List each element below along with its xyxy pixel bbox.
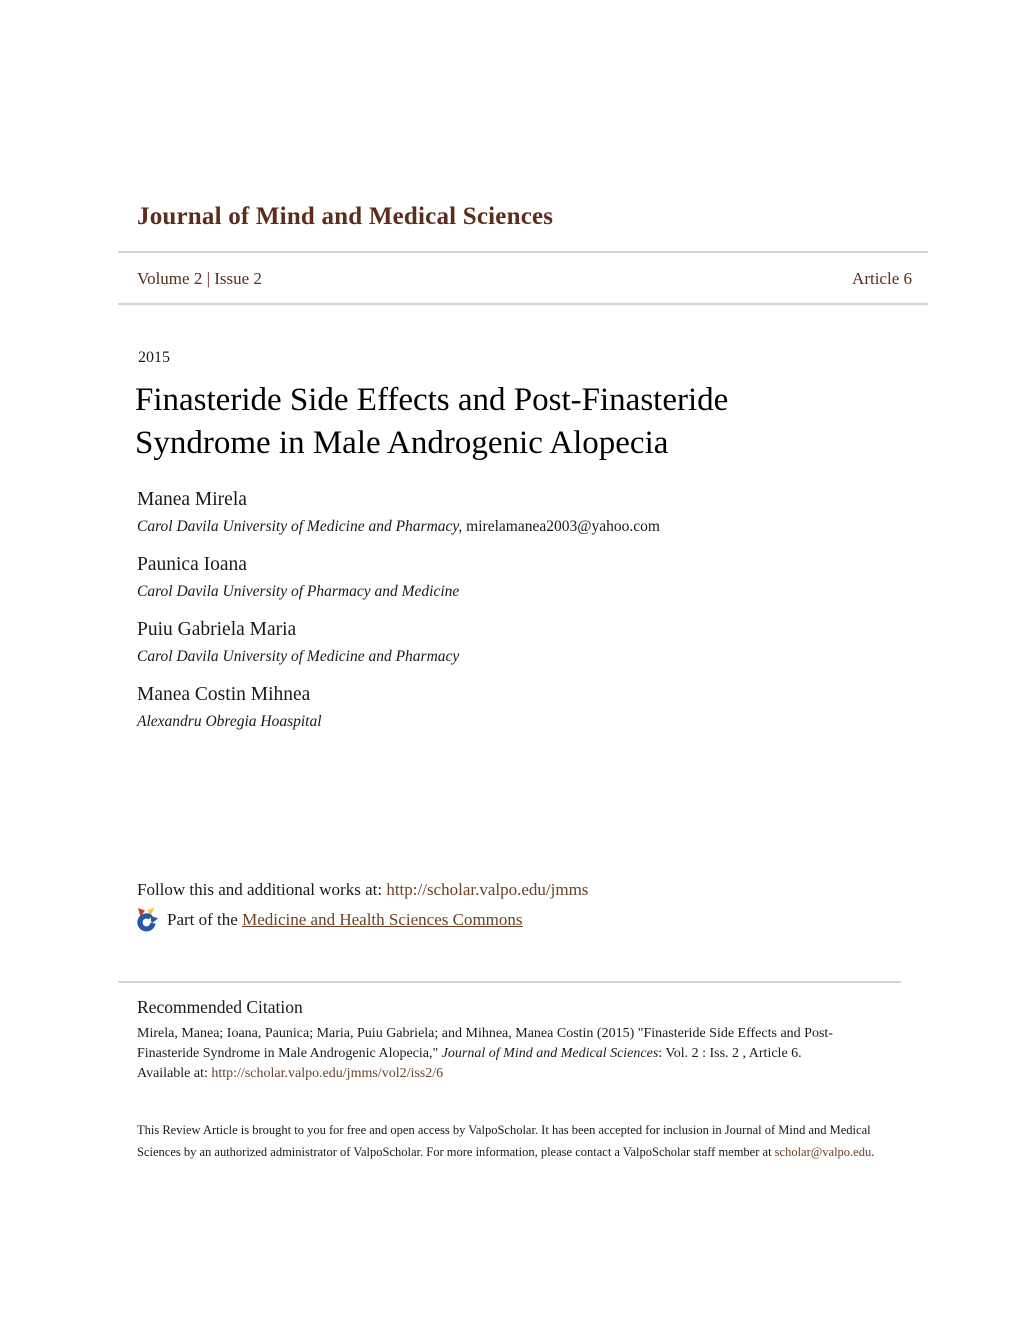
author-affiliation: Carol Davila University of Pharmacy and Medicine — [137, 583, 460, 600]
article-title — [135, 379, 728, 465]
journal-title: Journal of Mind and Medical Sciences — [137, 203, 554, 230]
author-name: Manea Mirela — [137, 489, 247, 510]
author-block — [137, 684, 322, 731]
header-divider-bottom — [118, 303, 928, 305]
volume-issue-row — [137, 269, 912, 289]
author-affiliation: Carol Davila University of Medicine and Pharmacy, mirelamanea2003@yahoo.com — [137, 518, 660, 535]
contact-email-link[interactable]: scholar@valpo.edu — [774, 1145, 872, 1159]
part-of-text: Part of the Medicine and Health Sciences Commons — [167, 910, 523, 929]
follow-works-label: Follow this and additional works at: — [137, 880, 387, 899]
author-block — [137, 554, 459, 601]
article-title-line1: Finasteride Side Effects and Post-Finasteride — [135, 382, 729, 418]
recommended-citation-heading: Recommended Citation — [137, 997, 303, 1017]
recommended-citation-text: Mirela, Manea; Ioana, Paunica; Maria, Puiu Gabriela; and Mihnea, Manea Costin (2015) "Finasteride Side Effects and Post- Finasteride Syndrome in Male Androgenic Alopecia," Journal of Mind and Medical Sciences: Vol. 2 : Iss. 2 , Article 6. Available at: http://scholar.valpo.edu/jmms/vol2/iss2/6 — [137, 1026, 833, 1081]
publication-year: 2015 — [138, 349, 170, 366]
footer-access-note: This Review Article is brought to you for free and open access by ValpoScholar. It has been accepted for inclusion in Journal of Mind and Medical Sciences by an authorized administrator of ValpoScholar. For more information, please contact a ValpoScholar staff member at scholar@valpo.edu. — [137, 1123, 875, 1159]
author-block — [137, 619, 459, 666]
article-number-label: Article 6 — [852, 269, 912, 288]
follow-works-line — [137, 880, 588, 900]
article-title-line2: Syndrome in Male Androgenic Alopecia — [135, 425, 669, 461]
author-name: Puiu Gabriela Maria — [137, 619, 297, 640]
volume-issue-label: Volume 2 | Issue 2 — [137, 269, 262, 288]
part-of-line — [134, 907, 523, 933]
digital-commons-network-icon — [134, 907, 160, 933]
journal-name-italic: Journal of Mind and Medical Sciences — [441, 1046, 659, 1061]
author-block — [137, 489, 660, 536]
follow-works-link[interactable]: http://scholar.valpo.edu/jmms — [386, 880, 589, 899]
commons-link[interactable]: Medicine and Health Sciences Commons — [242, 910, 523, 929]
author-affiliation: Alexandru Obregia Hoaspital — [137, 713, 322, 730]
header-divider-top — [118, 251, 928, 253]
available-at-link[interactable]: http://scholar.valpo.edu/jmms/vol2/iss2/6 — [211, 1066, 444, 1081]
author-name: Manea Costin Mihnea — [137, 684, 311, 705]
author-affiliation: Carol Davila University of Medicine and Pharmacy — [137, 648, 460, 665]
author-name: Paunica Ioana — [137, 554, 247, 575]
author-email: mirelamanea2003@yahoo.com — [466, 518, 660, 535]
citation-divider — [118, 981, 901, 983]
